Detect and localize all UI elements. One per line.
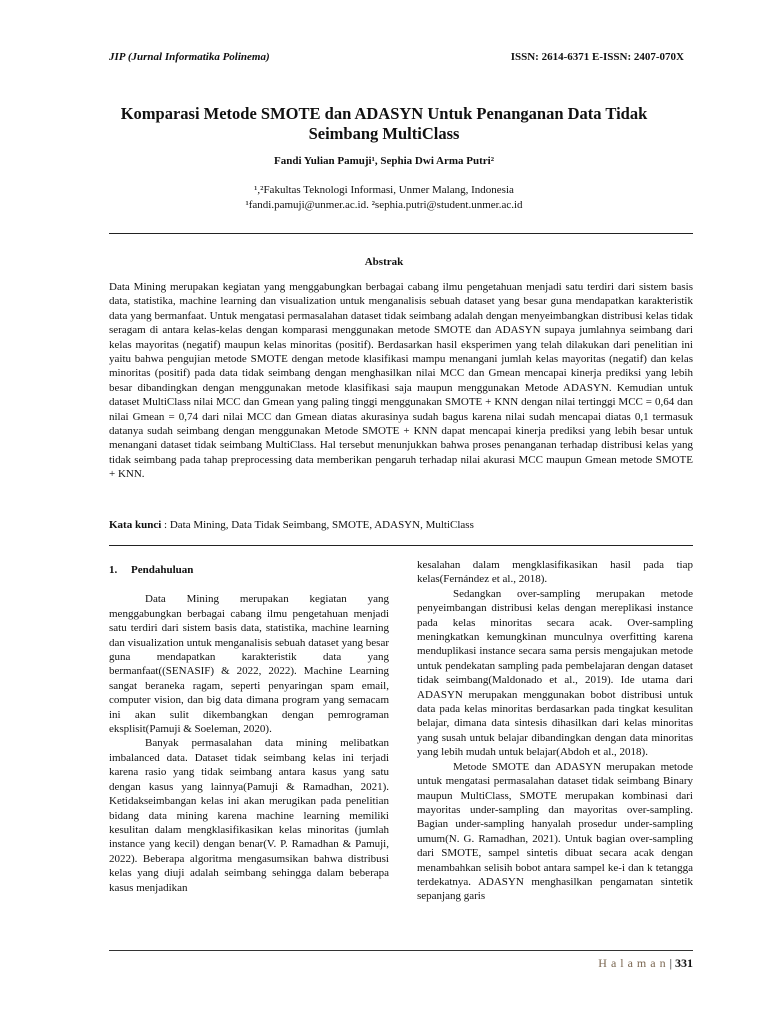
body-paragraph-continued: kesalahan dalam mengklasifikasikan hasil pada tiap kelas(Fernández et al., 2018). (417, 559, 693, 586)
keywords-label: Kata kunci (109, 519, 162, 531)
footer-label: Halaman (598, 956, 670, 970)
body-paragraph: Banyak permasalahan data mining melibatkan imbalanced data. Dataset tidak seimbang kelas ini terjadi karena rasio yang tidak seimbang antara kasus yang satu dengan kasus yang lainnya(Pamuji & Ramadhan, 2021). Ketidakseimbangan kelas ini akan merugikan pada penelitian bidang data mining karena machine learning memiliki kesulitan dalam mengklasifikasikan kelas minoritas (jumlah instance yang kecil) dengan benar(V. P. Ramadhan & Pamuji, 2022). Beberapa algoritma mengasumsikan bahwa distribusi kelas yang diuji adalah seimbang sehingga dalam beberapa kasus menjadikan (109, 737, 389, 894)
body-paragraph: Sedangkan over-sampling merupakan metode penyeimbangan distribusi kelas dengan mereplikasi instance pada kelas minoritas secara acak. Over-sampling meningkatkan kemungkinan munculnya overfitting karena menduplikasi instance secara sama persis mengajukan metode untuk pendekatan sampling pada pembelajaran dengan dataset tidak seimbang(Maldonado et al., 2019). Ide utama dari ADASYN merupakan menggunakan bobot distribusi untuk data pada kelas minoritas berdasarkan pada tingkat kesulitan belajar, dimana data sintesis dihasilkan dari kelas minoritas yang susah untuk belajar dibandingkan dengan data minoritas yang lebih mudah untuk belajar(Abdoh et al., 2018). (417, 587, 693, 759)
affiliation: ¹,²Fakultas Teknologi Informasi, Unmer Malang, Indonesia (254, 184, 514, 196)
left-column (109, 563, 389, 895)
journal-name: JIP (Jurnal Informatika Polinema) (109, 51, 270, 63)
affiliation-block (100, 183, 668, 213)
author-emails[interactable]: ¹fandi.pamuji@unmer.ac.id. ²sephia.putri@student.unmer.ac.id (245, 199, 523, 211)
section-heading (109, 563, 389, 577)
section-title: Pendahuluan (131, 564, 194, 576)
issn-text: ISSN: 2614-6371 E-ISSN: 2407-070X (510, 51, 684, 63)
page-number: 331 (675, 956, 693, 970)
body-paragraph: Metode SMOTE dan ADASYN merupakan metode untuk mengatasi permasalahan dataset tidak seimbang Binary maupun MultiClass, SMOTE merupakan kombinasi dari mayoritas under-sampling dan mayoritas over-sampling. Bagian under-sampling hanyalah prosedur under-sampling umum(N. G. Ramadhan, 2021). Untuk bagian over-sampling dari SMOTE, sampel sintetis dibuat secara acak dengan menambahkan selisih bobot antara sampel ke-i dan k tetangga terdekatnya. ADASYN menghasilkan pengamatan sintetik sepanjang garis (417, 760, 693, 903)
paper-authors: Fandi Yulian Pamuji¹, Sephia Dwi Arma Putri² (273, 155, 494, 167)
footer-divider (109, 950, 693, 951)
keywords-text: : Data Mining, Data Tidak Seimbang, SMOTE, ADASYN, MultiClass (161, 519, 474, 531)
section-number: 1. (109, 564, 118, 576)
page-footer (598, 956, 693, 971)
right-column (417, 558, 693, 904)
body-paragraph: Data Mining merupakan kegiatan yang menggabungkan berbagai cabang ilmu pengetahuan menjadi satu terdiri dari sistem basis data, statistika, machine learning dan visualization untuk menganalisis sebuah dataset yang besar guna mendapatkan karakteristik data yang bermanfaat((SENASIF) & 2022, 2022). Machine Learning sangat beraneka ragam, seperti penyaringan spam email, computer vision, dan big data dimana program yang semacam ini akan sulit dikembangkan dengan pemrograman eksplisit(Pamuji & Soeleman, 2020). (109, 593, 389, 736)
abstract-heading: Abstrak (364, 256, 404, 268)
keywords (109, 519, 693, 531)
paper-title: Komparasi Metode SMOTE dan ADASYN Untuk Penanganan Data Tidak Seimbang MultiClass (120, 104, 648, 143)
footer-separator: | (669, 956, 672, 970)
top-divider (109, 233, 693, 234)
keywords-divider (109, 545, 693, 546)
abstract-text: Data Mining merupakan kegiatan yang menggabungkan berbagai cabang ilmu pengetahuan menjadi satu terdiri dari sistem basis data, statistika, machine learning dan visualization untuk menganalisis sebuah dataset yang besar guna mendapatkan karakteristik data yang bermanfaat. Untuk mengatasi permasalahan dataset tidak seimbang adalah dengan menyeimbangkan distribusi kelas tidak seragam di antara kelas-kelas dengan komparasi menggunakan metode SMOTE dan ADASYN supaya jumlahnya seimbang dari kelas mayoritas (negatif) maupun kelas minoritas (positif). Berdasarkan hasil eksperimen yang telah dilakukan dari penelitian ini yaitu bahwa pengujian metode SMOTE dengan metode klasifikasi mampu menangani jumlah kelas mayoritas (negatif) dan kelas minoritas (positif) pada data tidak seimbang dengan menghasilkan nilai MCC dan Gmean mencapai kinerja prediksi yang lebih besar dibandingkan dengan menggunakan metode klasifikasi saja maupun menggunakan Metode ADASYN. Kemudian untuk dataset MultiClass nilai MCC dan Gmean yang paling tinggi menggunakan SMOTE + KNN dengan nilai tertinggi MCC = 0,64 dan nilai Gmean = 0,74 dari nilai MCC dan Gmean diatas akurasinya sudah bagus karena nilai sudah mencapai diatas 0,1 termasuk datanya sudah seimbang dengan menggunakan Metode SMOTE + KNN dapat mencapai kinerja prediksi yang lebih besar untuk menangani dataset tidak seimbang MultiClass. Hal tersebut menunjukkan bahwa proses penanganan terhadap distribusi kelas yang tidak seimbang pada tahap preprocessing data memberikan pengaruh terhadap nilai akurasi MCC maupun Gmean metode SMOTE + KNN. (109, 281, 693, 481)
